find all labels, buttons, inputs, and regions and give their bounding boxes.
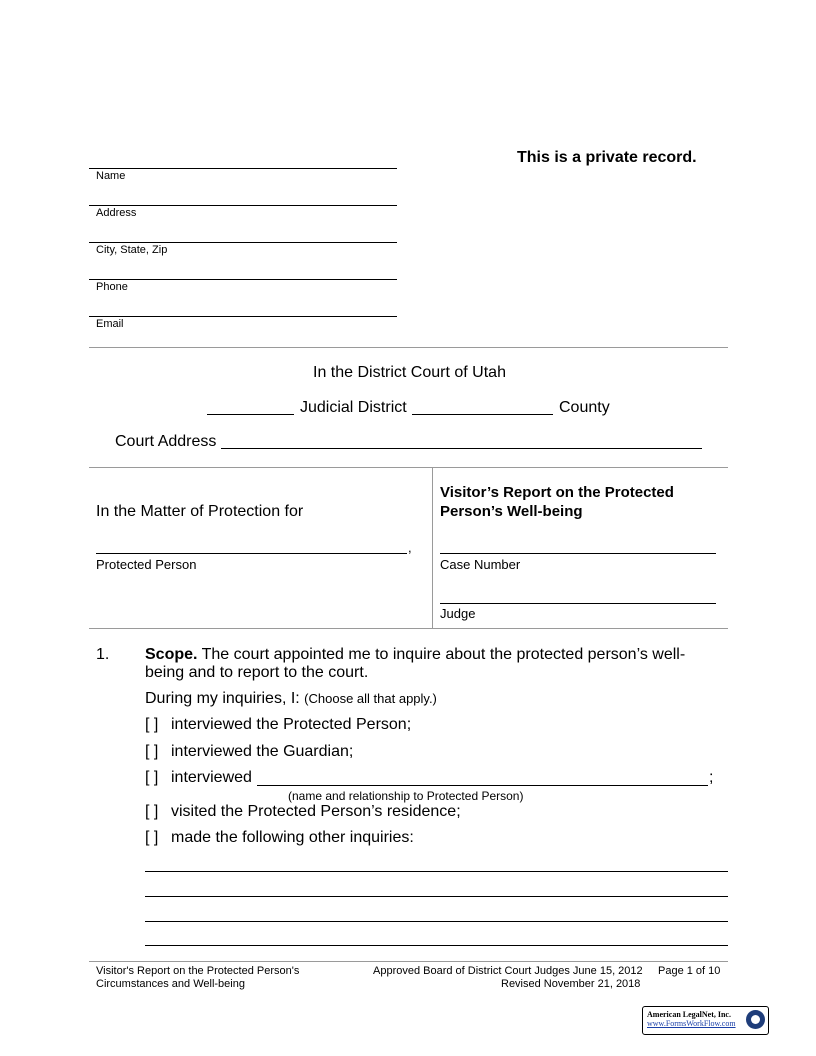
interviewed-name-blank[interactable]	[257, 785, 708, 786]
option-interviewed-protected-person: interviewed the Protected Person;	[171, 716, 412, 733]
district-blank[interactable]	[207, 414, 294, 415]
footer-page-number: Page 1 of 10	[658, 965, 721, 977]
interviewed-semicolon: ;	[709, 769, 714, 786]
inquiries-intro-text: During my inquiries, I:	[145, 690, 300, 707]
american-legalnet-logo[interactable]	[642, 1006, 769, 1035]
option-visited-residence: visited the Protected Person’s residence;	[171, 803, 461, 820]
other-inquiries-line-3[interactable]	[145, 921, 728, 922]
judge-label: Judge	[440, 606, 476, 621]
footer-title-line1: Visitor's Report on the Protected Person's	[96, 965, 300, 977]
choose-note: (Choose all that apply.)	[304, 691, 437, 706]
phone-line[interactable]	[89, 279, 397, 280]
other-inquiries-line-4[interactable]	[145, 945, 728, 946]
footer-approved: Approved Board of District Court Judges June 15, 2012	[373, 965, 643, 977]
private-record-notice: This is a private record.	[517, 149, 697, 166]
checkbox-interviewed-guardian[interactable]: [ ]	[145, 743, 159, 760]
inquiries-intro	[145, 690, 437, 708]
footer-revised: Revised November 21, 2018	[501, 978, 641, 990]
phone-label: Phone	[96, 281, 128, 293]
court-address-blank[interactable]	[221, 448, 702, 449]
logo-url[interactable]: www.FormsWorkFlow.com	[647, 1019, 736, 1028]
other-inquiries-line-2[interactable]	[145, 896, 728, 897]
report-title-line2: Person’s Well-being	[440, 503, 583, 520]
option-interviewed-other: interviewed	[171, 769, 252, 786]
county-blank[interactable]	[412, 414, 553, 415]
email-line[interactable]	[89, 316, 397, 317]
logo-text	[647, 1010, 736, 1028]
scope-text-line1: The court appointed me to inquire about the protected person’s well-	[201, 646, 686, 663]
checkbox-visited-residence[interactable]: [ ]	[145, 803, 159, 820]
scope-text-line2: being and to report to the court.	[145, 664, 369, 681]
protected-person-blank[interactable]	[96, 553, 407, 554]
address-line[interactable]	[89, 205, 397, 206]
caption-vertical-divider	[432, 467, 433, 628]
protected-person-comma: ,	[408, 540, 412, 555]
judge-blank[interactable]	[440, 603, 716, 604]
name-label: Name	[96, 170, 126, 182]
court-address-label: Court Address	[115, 433, 217, 450]
district-label: Judicial District	[300, 399, 407, 416]
name-line[interactable]	[89, 168, 397, 169]
address-label: Address	[96, 207, 137, 219]
footer-divider	[89, 961, 728, 962]
county-label: County	[559, 399, 610, 416]
option-interviewed-guardian: interviewed the Guardian;	[171, 743, 354, 760]
caption-top-divider	[89, 467, 728, 468]
name-relationship-note: (name and relationship to Protected Person)	[288, 789, 524, 803]
checkbox-interviewed-other[interactable]: [ ]	[145, 769, 159, 786]
report-title-line1: Visitor’s Report on the Protected	[440, 484, 674, 501]
case-number-label: Case Number	[440, 557, 521, 572]
matter-heading: In the Matter of Protection for	[96, 503, 304, 520]
section-number: 1.	[96, 646, 110, 663]
caption-bottom-divider	[89, 628, 728, 629]
checkbox-interviewed-protected-person[interactable]: [ ]	[145, 716, 159, 733]
case-number-blank[interactable]	[440, 553, 716, 554]
scope-heading: Scope.	[145, 646, 198, 663]
checkbox-other-inquiries[interactable]: [ ]	[145, 829, 159, 846]
email-label: Email	[96, 318, 124, 330]
other-inquiries-line-1[interactable]	[145, 871, 728, 872]
logo-emblem-icon	[746, 1010, 765, 1029]
city-state-zip-line[interactable]	[89, 242, 397, 243]
option-other-inquiries: made the following other inquiries:	[171, 829, 414, 846]
court-title: In the District Court of Utah	[313, 364, 506, 381]
logo-company-name: American LegalNet, Inc.	[647, 1010, 731, 1019]
footer-title-line2: Circumstances and Well-being	[96, 978, 245, 990]
header-divider	[89, 347, 728, 348]
scope-paragraph	[145, 646, 685, 664]
protected-person-label: Protected Person	[96, 557, 197, 572]
city-state-zip-label: City, State, Zip	[96, 244, 168, 256]
